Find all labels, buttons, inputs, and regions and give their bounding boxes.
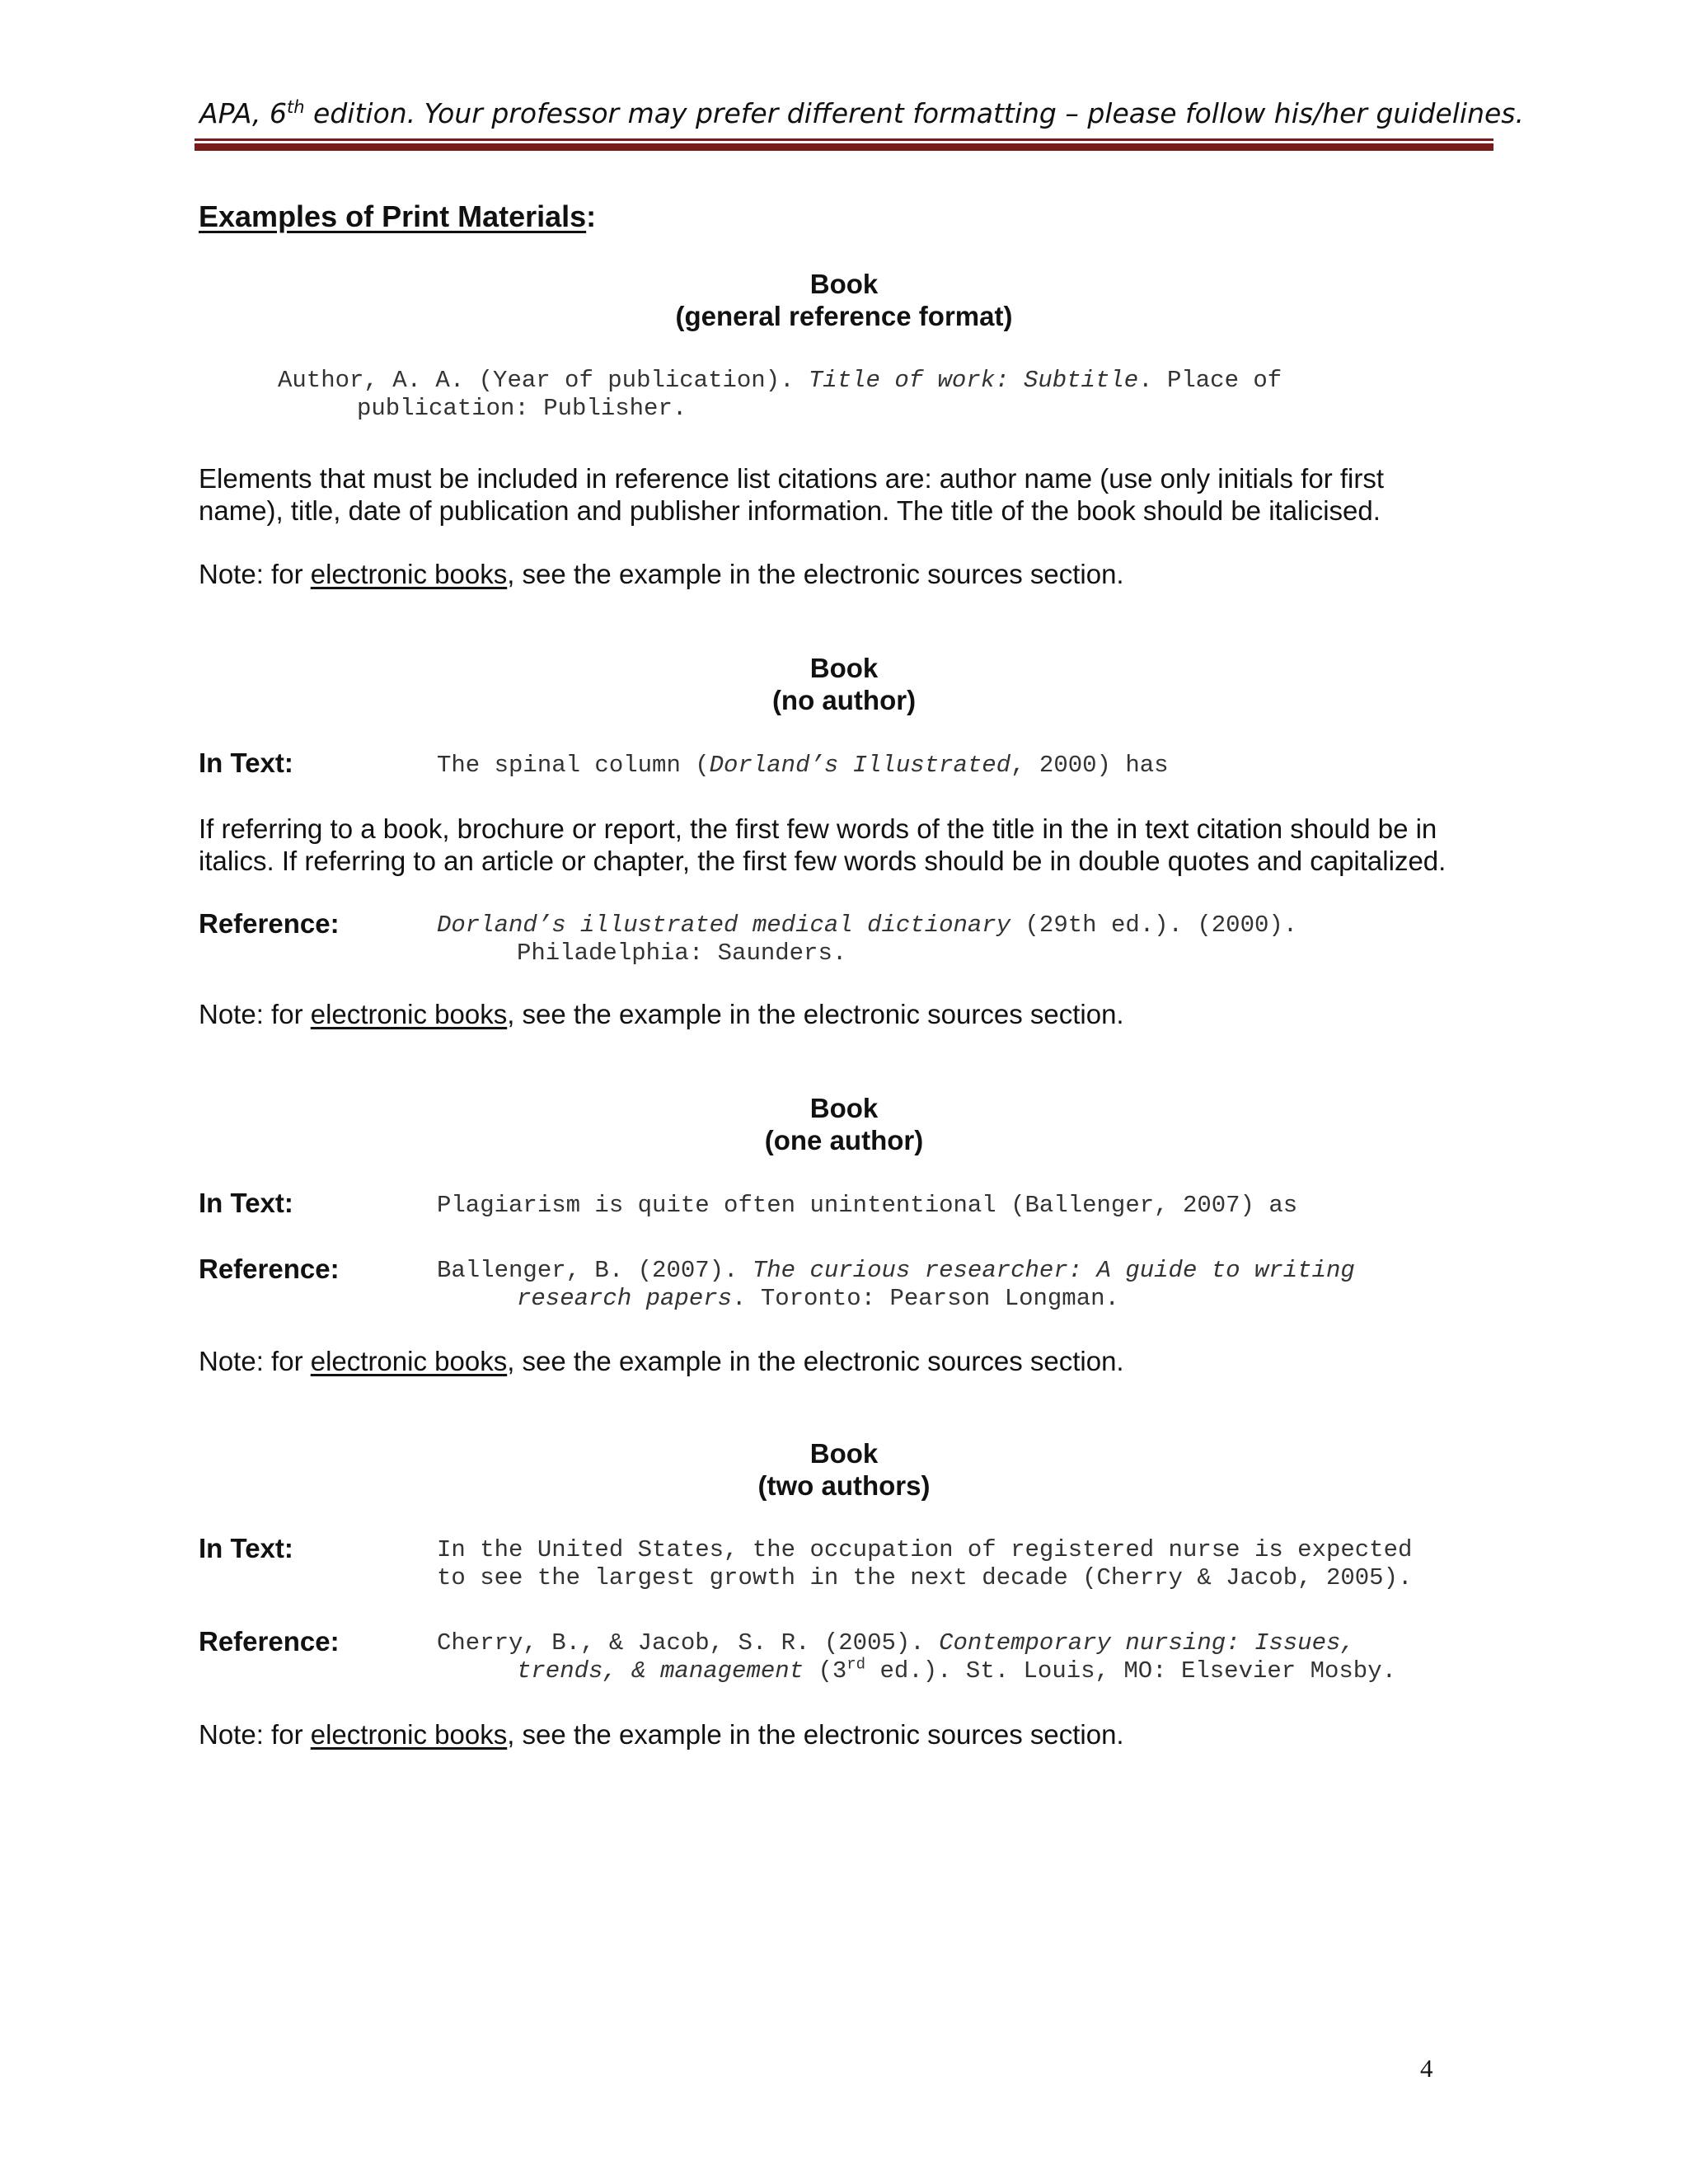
elements-paragraph-line1: Elements that must be included in reference list citations are: author name (use only initials for first	[199, 463, 1385, 494]
reference-label: Reference:	[199, 908, 340, 939]
header-rule-thin	[195, 138, 1493, 141]
ref-text: Cherry, B., & Jacob, S. R. (2005).	[437, 1629, 940, 1657]
one-author-ref-line1	[437, 1257, 1355, 1285]
two-authors-in-text-line2: to see the largest growth in the next decade (Cherry & Jacob, 2005).	[437, 1564, 1413, 1591]
heading-general-line1: Book	[809, 269, 879, 299]
note-suffix: , see the example in the electronic sources section.	[507, 1719, 1124, 1750]
page-header	[199, 97, 1524, 129]
heading-two-authors-line2: (two authors)	[757, 1470, 931, 1501]
heading-two-authors-line1: Book	[809, 1438, 879, 1469]
note-suffix: , see the example in the electronic sources section.	[507, 1346, 1124, 1376]
note-no-author	[199, 998, 1124, 1030]
note-prefix: Note: for	[199, 999, 311, 1029]
note-prefix: Note: for	[199, 559, 311, 589]
note-prefix: Note: for	[199, 1346, 311, 1376]
note-general	[199, 558, 1124, 590]
in-text-b: , 2000) has	[1010, 752, 1169, 779]
no-author-explain-line2: italics. If referring to an article or chapter, the first few words should be in double quotes and capitalized.	[199, 846, 1447, 876]
header-rule-thick	[195, 143, 1493, 151]
section-title-text: Examples of Print Materials	[199, 199, 587, 233]
heading-one-author-line2: (one author)	[764, 1125, 924, 1155]
ref-italic: Dorland’s illustrated medical dictionary	[437, 912, 1011, 939]
general-format-line1	[278, 367, 1282, 395]
ref-italic: Contemporary nursing: Issues,	[939, 1629, 1355, 1657]
note-suffix: , see the example in the electronic sources section.	[507, 559, 1124, 589]
heading-general-line2: (general reference format)	[675, 301, 1013, 331]
in-text-a: The spinal column (	[437, 752, 710, 779]
note-one-author	[199, 1345, 1124, 1377]
format-text: Author, A. A. (Year of publication).	[278, 367, 809, 394]
electronic-books-link[interactable]: electronic books	[310, 559, 508, 589]
heading-no-author-line2: (no author)	[771, 685, 917, 715]
section-title	[199, 199, 596, 234]
heading-no-author-line1: Book	[809, 653, 879, 683]
no-author-ref-line2: Philadelphia: Saunders.	[517, 940, 847, 967]
ref-text: . Toronto: Pearson Longman.	[732, 1285, 1119, 1312]
one-author-in-text: Plagiarism is quite often unintentional (Ballenger, 2007) as	[437, 1192, 1298, 1219]
two-authors-ref-line1	[437, 1629, 1355, 1657]
in-text-label: In Text:	[199, 1533, 293, 1563]
reference-label: Reference:	[199, 1626, 340, 1657]
ref-italic: trends, & management	[517, 1657, 804, 1685]
in-text-label: In Text:	[199, 748, 293, 778]
general-format-line2: publication: Publisher.	[357, 395, 687, 422]
two-authors-in-text-line1: In the United States, the occupation of registered nurse is expected	[437, 1536, 1413, 1563]
reference-label: Reference:	[199, 1254, 340, 1284]
section-title-colon: :	[586, 199, 597, 233]
ref-text: (29th ed.). (2000).	[1010, 912, 1298, 939]
header-text: APA, 6	[199, 97, 287, 129]
electronic-books-link[interactable]: electronic books	[310, 1346, 508, 1376]
note-prefix: Note: for	[199, 1719, 311, 1750]
header-superscript: th	[287, 97, 305, 117]
ref-italic: research papers	[517, 1285, 733, 1312]
ref-text: (3	[804, 1657, 847, 1685]
header-text-rest: edition. Your professor may prefer different formatting – please follow his/her guidelines.	[304, 97, 1524, 129]
elements-paragraph-line2: name), title, date of publication and publisher information. The title of the book should be italicised.	[199, 495, 1381, 526]
ref-text: Ballenger, B. (2007).	[437, 1257, 753, 1284]
note-two-authors	[199, 1718, 1124, 1750]
no-author-explain-line1: If referring to a book, brochure or report, the first few words of the title in the in text citation should be in	[199, 813, 1437, 844]
page-number: 4	[1420, 2054, 1433, 2083]
note-suffix: , see the example in the electronic sources section.	[507, 999, 1124, 1029]
ref-superscript: rd	[846, 1655, 866, 1674]
two-authors-ref-line2	[517, 1657, 1396, 1685]
electronic-books-link[interactable]: electronic books	[310, 999, 508, 1029]
format-text-end: . Place of	[1138, 367, 1282, 394]
heading-one-author-line1: Book	[809, 1093, 879, 1123]
electronic-books-link[interactable]: electronic books	[310, 1719, 508, 1750]
no-author-in-text	[437, 752, 1169, 780]
ref-italic: The curious researcher: A guide to writing	[752, 1257, 1355, 1284]
one-author-ref-line2	[517, 1285, 1119, 1313]
ref-text-end: ed.). St. Louis, MO: Elsevier Mosby.	[865, 1657, 1396, 1685]
in-text-label: In Text:	[199, 1188, 293, 1218]
format-title: Title of work: Subtitle	[808, 367, 1139, 394]
no-author-ref-line1	[437, 912, 1297, 940]
in-text-italic: Dorland’s Illustrated	[709, 752, 1011, 779]
